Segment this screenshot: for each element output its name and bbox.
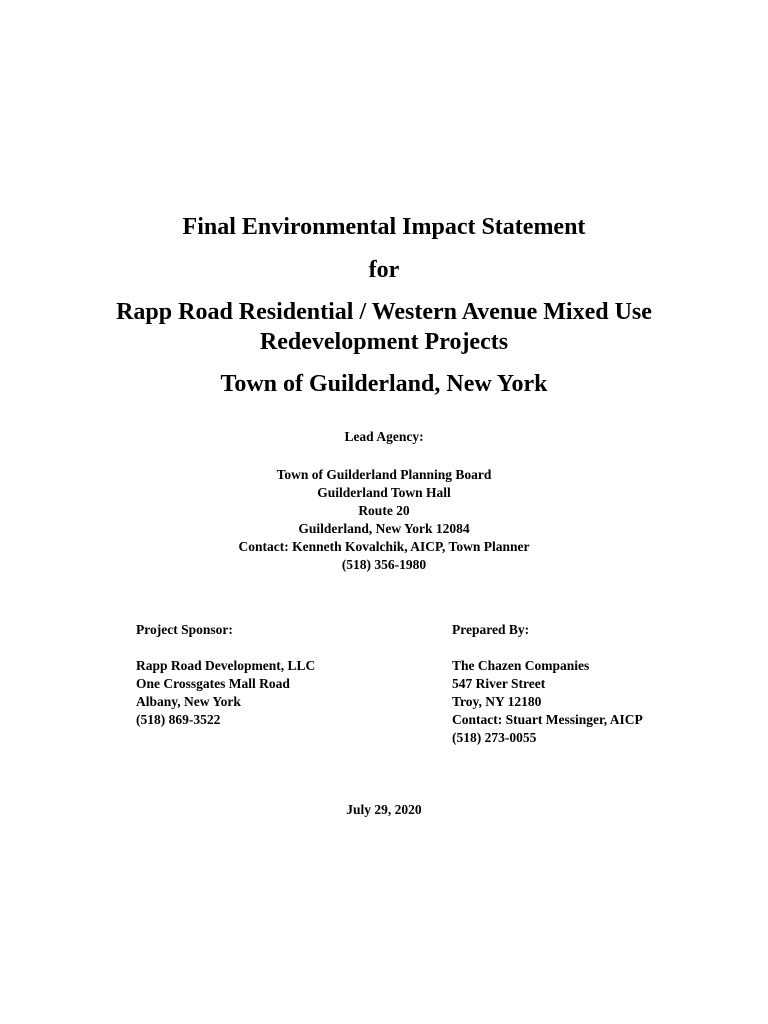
- sponsor-label: Project Sponsor:: [136, 622, 233, 637]
- sponsor-phone: (518) 869-3522: [136, 712, 221, 727]
- sponsor-line: One Crossgates Mall Road: [136, 676, 290, 691]
- lead-agency-line: Guilderland Town Hall: [317, 485, 451, 500]
- lead-agency-phone: (518) 356-1980: [341, 557, 427, 572]
- preparer-line: 547 River Street: [452, 676, 546, 691]
- preparer-block: [452, 657, 643, 747]
- preparer-phone: (518) 273-0055: [452, 730, 537, 745]
- sponsor-line: Rapp Road Development, LLC: [136, 658, 316, 673]
- preparer-line: Troy, NY 12180: [452, 694, 542, 709]
- document-date: July 29, 2020: [346, 802, 422, 817]
- title-line-3: Rapp Road Residential / Western Avenue Mixed Use: [116, 299, 652, 325]
- preparer-contact: Contact: Stuart Messinger, AICP: [452, 712, 643, 727]
- title-line-5: Town of Guilderland, New York: [220, 371, 548, 397]
- preparer-line: The Chazen Companies: [452, 658, 590, 673]
- lead-agency-line: Route 20: [358, 503, 410, 518]
- lead-agency-line: Town of Guilderland Planning Board: [276, 467, 492, 482]
- title-line-2: for: [368, 257, 400, 283]
- preparer-label: Prepared By:: [452, 622, 530, 637]
- sponsor-line: Albany, New York: [136, 694, 241, 709]
- lead-agency-contact: Contact: Kenneth Kovalchik, AICP, Town Planner: [238, 539, 530, 554]
- title-line-4: Redevelopment Projects: [259, 329, 509, 355]
- lead-agency-line: Guilderland, New York 12084: [298, 521, 470, 536]
- title-line-1: Final Environmental Impact Statement: [182, 214, 586, 240]
- lead-agency-label: Lead Agency:: [344, 429, 424, 444]
- lead-agency-block: [0, 466, 768, 574]
- sponsor-block: [136, 657, 315, 729]
